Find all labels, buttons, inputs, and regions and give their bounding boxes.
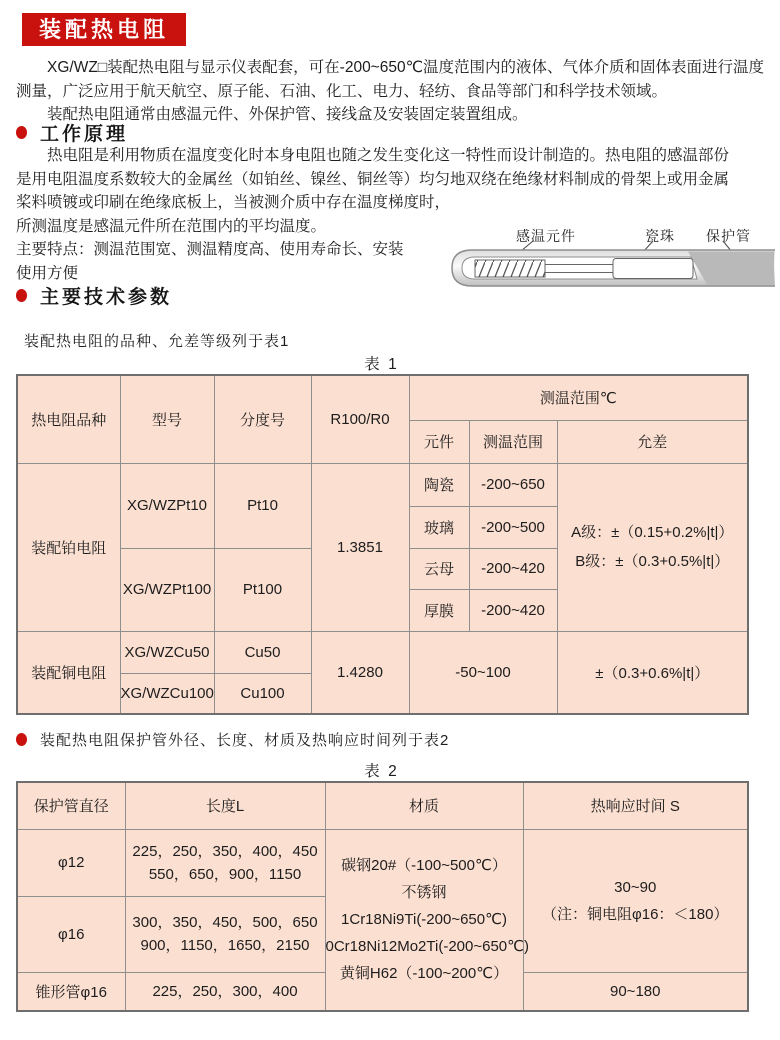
t2-cell-response-bottom: 90~180 xyxy=(523,972,748,1011)
length-values-line: 300，350，450，500，650 xyxy=(132,914,318,931)
t1-cell-element-ceramic: 陶瓷 xyxy=(409,463,469,506)
intro-line: XG/WZ□装配热电阻与显示仪表配套，可在-200~650℃温度范围内的液体、气体介质和固体表面进行温度 xyxy=(47,59,765,76)
section-heading: 主要技术参数 xyxy=(40,287,173,308)
t2-cell-length-cone xyxy=(125,972,325,1011)
t1-cell-variety-copper: 装配铜电阻 xyxy=(17,631,120,714)
t2-header-material: 材质 xyxy=(325,782,523,829)
section-table2 xyxy=(16,729,449,750)
t1-header-graduation: 分度号 xyxy=(214,375,311,463)
length-values-line: 900，1150，1650，2150 xyxy=(140,937,310,954)
length-values-line: 225，250，300，400 xyxy=(152,982,298,1000)
t1-cell-model-pt100: XG/WZPt100 xyxy=(120,548,214,631)
t1-cell-element-thickfilm: 厚膜 xyxy=(409,589,469,631)
table1-caption: 装配热电阻的品种、允差等级列于表1 xyxy=(24,333,290,350)
page-title-banner: 装配热电阻 xyxy=(22,13,186,46)
principle-line: 是用电阻温度系数较大的金属丝（如铂丝、镍丝、铜丝等）均匀地双绕在绝缘材料制成的骨架上或用金属 xyxy=(16,170,730,188)
t2-cell-length-phi16 xyxy=(125,896,325,972)
t1-cell-tolerance-copper: ±（0.3+0.6%|t|） xyxy=(557,631,748,714)
section-working-principle xyxy=(16,119,128,146)
t1-header-ratio: R100/R0 xyxy=(311,375,409,463)
t1-header-range: 测温范围 xyxy=(469,420,557,463)
table2 xyxy=(16,781,749,1012)
t1-header-tolerance: 允差 xyxy=(557,420,748,463)
table2-caption: 装配热电阻保护管外径、长度、材质及热响应时间列于表2 xyxy=(40,732,450,749)
t1-cell-graduation-pt100: Pt100 xyxy=(214,548,311,631)
t1-cell-model-cu100: XG/WZCu100 xyxy=(120,673,214,714)
t1-cell-model-cu50: XG/WZCu50 xyxy=(120,631,214,673)
principle-line: 主要特点：测温范围宽、测温精度高、使用寿命长、安装 xyxy=(16,241,404,258)
t1-header-variety: 热电阻品种 xyxy=(17,375,120,463)
t1-cell-graduation-pt10: Pt10 xyxy=(214,463,311,548)
t1-cell-element-glass: 玻璃 xyxy=(409,506,469,548)
material-line: 0Cr18Ni12Mo2Ti(-200~650℃) xyxy=(325,938,529,956)
t2-cell-diameter-phi16: φ16 xyxy=(17,896,125,972)
t1-cell-graduation-cu100: Cu100 xyxy=(214,673,311,714)
t2-cell-material xyxy=(325,829,529,1011)
t1-cell-element-mica: 云母 xyxy=(409,548,469,589)
t1-cell-ratio-copper: 1.4280 xyxy=(311,631,409,714)
diagram-label-ceramic-bead: 瓷珠 xyxy=(645,228,675,244)
t1-cell-range-thickfilm: -200~420 xyxy=(469,589,557,631)
principle-line: 热电阻是利用物质在温度变化时本身电阻也随之发生变化这一特性而设计制造的。热电阻的感温部份 xyxy=(47,147,730,164)
response-time-value: 30~90 xyxy=(614,878,657,896)
table1 xyxy=(16,374,749,715)
material-line: 黄铜H62（-100~200℃） xyxy=(339,965,509,983)
t1-cell-range-ceramic: -200~650 xyxy=(469,463,557,506)
t1-cell-range-glass: -200~500 xyxy=(469,506,557,548)
ceramic-bead-shape xyxy=(613,259,693,279)
intro-line: 装配热电阻通常由感温元件、外保护管、接线盒及安装固定装置组成。 xyxy=(47,106,528,123)
t2-header-length: 长度L xyxy=(125,782,325,829)
table1-title: 表 1 xyxy=(364,356,399,373)
intro-line: 测量，广泛应用于航天航空、原子能、石油、化工、电力、轻纺、食品等部门和科学技术领域。 xyxy=(16,82,668,100)
t1-cell-model-pt10: XG/WZPt10 xyxy=(120,463,214,548)
material-line: 不锈钢1Cr18Ni9Ti(-200~650℃) xyxy=(341,884,507,929)
material-line: 碳钢20#（-100~500℃） xyxy=(341,857,507,875)
length-values-line: 550，650，900，1150 xyxy=(148,865,302,883)
principle-line: 使用方便 xyxy=(16,264,79,282)
t2-cell-length-phi12 xyxy=(125,829,325,896)
sensing-element-hatch xyxy=(475,260,545,277)
t2-cell-response-top xyxy=(523,829,748,972)
t1-header-element: 元件 xyxy=(409,420,469,463)
section-tech-params xyxy=(16,282,172,309)
t2-header-diameter: 保护管直径 xyxy=(17,782,125,829)
t2-header-response: 热响应时间 S xyxy=(523,782,748,829)
principle-line: 所测温度是感温元件所在范围内的平均温度。 xyxy=(16,217,327,235)
table2-title: 表 2 xyxy=(364,763,399,780)
t1-cell-ratio-platinum: 1.3851 xyxy=(311,463,409,631)
length-values-line: 225，250，350，400，450 xyxy=(132,842,318,860)
t1-cell-variety-platinum: 装配铂电阻 xyxy=(17,463,120,631)
t1-cell-range-copper: -50~100 xyxy=(409,631,557,714)
diagram-label-protection-tube: 保护管 xyxy=(706,228,751,244)
tolerance-grade-b: B级：±（0.3+0.5%|t|） xyxy=(575,553,730,570)
tolerance-grade-a: A级：±（0.15+0.2%|t|） xyxy=(571,524,734,541)
t1-header-model: 型号 xyxy=(120,375,214,463)
diagram-label-sensing-element: 感温元件 xyxy=(516,228,576,244)
principle-line: 桨料喷镀或印刷在绝缘底板上，当被测介质中存在温度梯度时， xyxy=(16,194,451,211)
t2-cell-diameter-cone: 锥形管φ16 xyxy=(17,972,125,1011)
t1-cell-graduation-cu50: Cu50 xyxy=(214,631,311,673)
intro-paragraph xyxy=(16,56,776,127)
t2-cell-diameter-phi12: φ12 xyxy=(17,829,125,896)
red-bullet-icon xyxy=(16,289,27,302)
response-time-note: （注：铜电阻φ16：＜180） xyxy=(542,905,729,923)
t1-cell-range-mica: -200~420 xyxy=(469,548,557,589)
red-bullet-icon xyxy=(16,733,27,746)
red-bullet-icon xyxy=(16,126,27,139)
t1-cell-tolerance-platinum xyxy=(557,463,748,631)
section-heading: 工作原理 xyxy=(40,124,129,145)
t1-header-range-group: 测温范围℃ xyxy=(409,375,748,420)
lead-rod-shape xyxy=(545,265,613,273)
rtd-probe-diagram xyxy=(445,222,777,297)
